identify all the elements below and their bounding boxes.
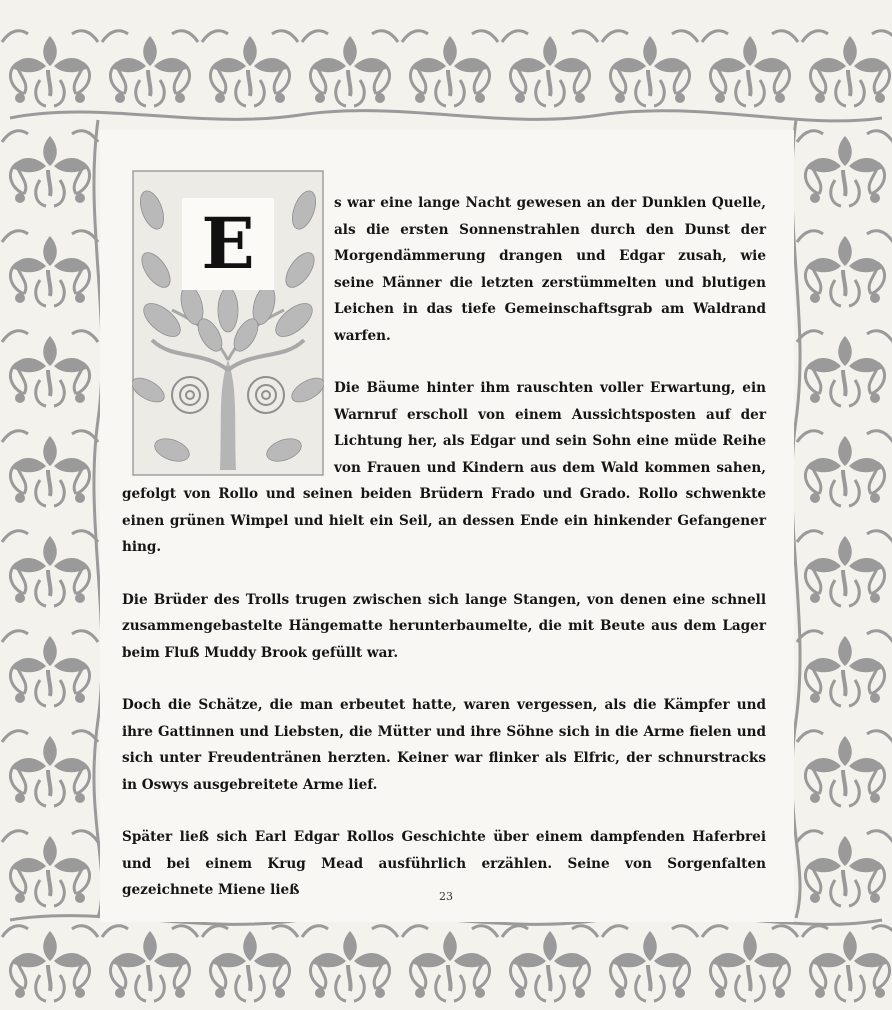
page-number: 23 (439, 890, 453, 903)
paragraph-5: Später ließ sich Earl Edgar Rollos Geschichte über einem dampfenden Haferbrei und bei einem Krug Mead ausführlich erzählen. Seine von Sorgenfalten gezeichnete Miene ließ (122, 829, 766, 898)
paragraph-2: Die Bäume hinter ihm rauschten voller Erwartung, ein Warnruf erscholl von einem Aussichtsposten auf der Lichtung her, als Edgar und sein Sohn eine müde Reihe von Frauen und Kindern aus dem Wald kommen sahen, gefolgt von Rollo und seinen beiden Brüdern Frado und Grado. Rollo schwenkte einen grünen Wimpel und hielt ein Seil, an dessen Ende ein hinkender Gefangener hing. (122, 380, 766, 555)
paragraph-4: Doch die Schätze, die man erbeutet hatte, waren vergessen, als die Kämpfer und ihre Gattinnen und Liebsten, die Mütter und ihre Söhne sich in die Arme fielen und sich unter Freudentränen herzten. Keiner war flinker als Elfric, der schnurstracks in Oswys ausgebreitete Arme lief. (122, 697, 766, 793)
paragraph-1: s war eine lange Nacht gewesen an der Dunklen Quelle, als die ersten Sonnenstrahlen durch den Dunst der Morgendämmerung drangen und Edgar zusah, wie seine Männer die letzten zerstümmelten und blutigen Leichen in das tiefe Gemeinschaftsgrab am Waldrand warfen. (334, 195, 766, 344)
story-text (122, 190, 766, 930)
paragraph-3: Die Brüder des Trolls trugen zwischen sich lange Stangen, von denen eine schnell zusammengebastelte Hängematte herunterbaumelte, die mit Beute aus dem Lager beim Fluß Muddy Brook gefüllt war. (122, 591, 766, 661)
drop-cap-illumination (132, 170, 324, 476)
drop-cap-letter: E (182, 198, 274, 290)
